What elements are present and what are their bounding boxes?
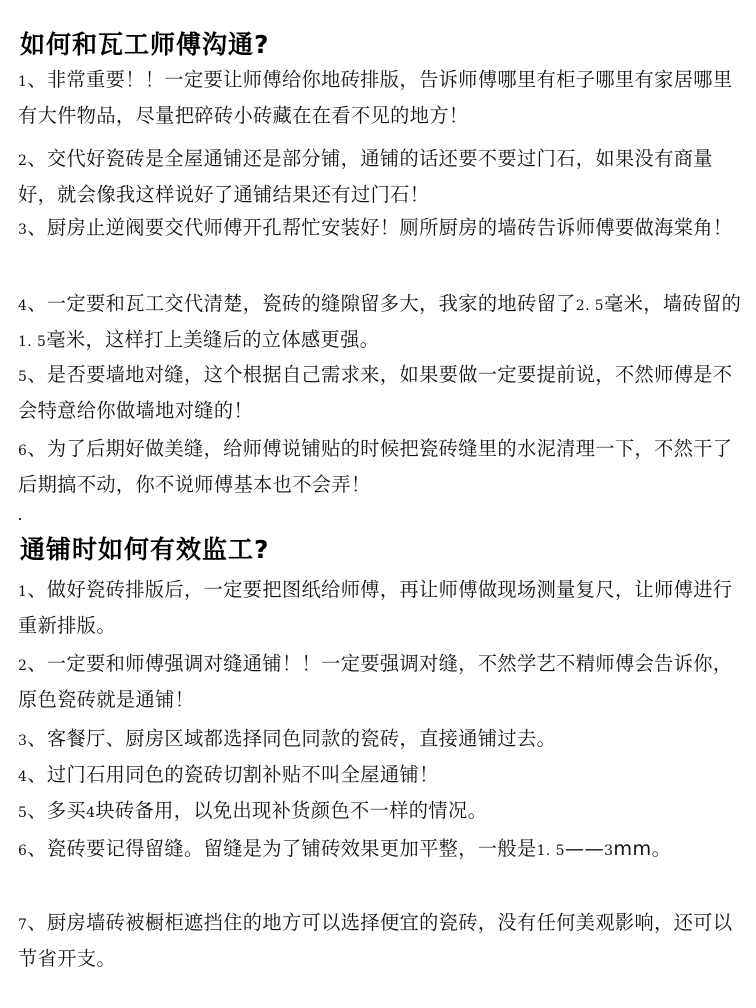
item-number: 7 <box>18 917 28 933</box>
section-title-communication: 如何和瓦工师傅沟通? <box>20 30 270 59</box>
list-item: 1、非常重要！！一定要让师傅给你地砖排版，告诉师傅哪里有柜子哪里有家居哪里有大件物品，尽量把碎砖小砖藏在在看不见的地方！ <box>18 68 733 127</box>
list-item: 6、瓷砖要记得留缝。留缝是为了铺砖效果更加平整，一般是1. 5——3mm。 <box>18 837 672 860</box>
item-number: 1 <box>18 74 28 90</box>
item-number: 3 <box>18 222 28 238</box>
item-text: 瓷砖要记得留缝。留缝是为了铺砖效果更加平整，一般是 <box>46 837 537 860</box>
item-text: 做好瓷砖排版后，一定要把图纸给师傅，再让师傅做现场测量复尺，让师傅进行重新排版。 <box>18 578 733 637</box>
item-text: 非常重要！！一定要让师傅给你地砖排版，告诉师傅哪里有柜子哪里有家居哪里有大件物品，尽量把碎砖小砖藏在在看不见的地方！ <box>18 68 733 127</box>
item-text: 为了后期好做美缝，给师傅说铺贴的时候把瓷砖缝里的水泥清理一下，不然干了后期搞不动，你不说师傅基本也不会弄！ <box>18 437 733 496</box>
item-text: 多买 <box>46 799 87 822</box>
item-text: 是否要墙地对缝，这个根据自己需求来，如果要做一定要提前说，不然师傅是不会特意给你做墙地对缝的！ <box>18 363 733 422</box>
item-number: 3 <box>18 733 28 749</box>
list-item: 4、一定要和瓦工交代清楚，瓷砖的缝隙留多大，我家的地砖留了2. 5毫米，墙砖留的1. 5毫米，这样打上美缝后的立体感更强。 <box>18 292 742 351</box>
list-item: 5、是否要墙地对缝，这个根据自己需求来，如果要做一定要提前说，不然师傅是不会特意给你做墙地对缝的！ <box>18 363 733 422</box>
item-number: 4 <box>18 769 28 785</box>
gap-value: 2. 5 <box>575 298 605 314</box>
list-item: 4、过门石用同色的瓷砖切割补贴不叫全屋通铺！ <box>18 763 439 786</box>
item-text: 厨房墙砖被橱柜遮挡住的地方可以选择便宜的瓷砖，没有任何美观影响，还可以节省开支。 <box>18 911 733 970</box>
list-item: 7、厨房墙砖被橱柜遮挡住的地方可以选择便宜的瓷砖，没有任何美观影响，还可以节省开支。 <box>18 911 733 970</box>
list-item: 6、为了后期好做美缝，给师傅说铺贴的时候把瓷砖缝里的水泥清理一下，不然干了后期搞不动，你不说师傅基本也不会弄！ <box>18 437 733 496</box>
item-text: 交代好瓷砖是全屋通铺还是部分铺，通铺的话还要不要过门石，如果没有商量好，就会像我这样说好了通铺结果还有过门石！ <box>18 147 713 206</box>
list-item: 2、一定要和师傅强调对缝通铺！！一定要强调对缝，不然学艺不精师傅会告诉你，原色瓷砖就是通铺！ <box>18 652 733 711</box>
item-text: 客餐厅、厨房区域都选择同色同款的瓷砖，直接通铺过去。 <box>46 727 557 750</box>
item-number: 6 <box>18 843 28 859</box>
gap-value: 1. 5 <box>18 334 47 350</box>
list-item: 3、客餐厅、厨房区域都选择同色同款的瓷砖，直接通铺过去。 <box>18 727 557 750</box>
list-item: 2、交代好瓷砖是全屋通铺还是部分铺，通铺的话还要不要过门石，如果没有商量好，就会像我这样说好了通铺结果还有过门石！ <box>18 147 713 206</box>
list-item: 1、做好瓷砖排版后，一定要把图纸给师傅，再让师傅做现场测量复尺，让师傅进行重新排版。 <box>18 578 733 637</box>
section-title-supervision: 通铺时如何有效监工? <box>20 535 270 564</box>
spare-count: 4 <box>86 805 96 821</box>
item-number: 5 <box>18 805 28 821</box>
list-item: 3、厨房止逆阀要交代师傅开孔帮忙安装好！厕所厨房的墙砖告诉师傅要做海棠角！ <box>18 216 733 239</box>
list-item: 5、多买4块砖备用，以免出现补货颜色不一样的情况。 <box>18 799 488 822</box>
item-text: 一定要和师傅强调对缝通铺！！一定要强调对缝，不然学艺不精师傅会告诉你，原色瓷砖就是通铺！ <box>18 652 733 711</box>
item-number: 6 <box>18 443 28 459</box>
item-text: 过门石用同色的瓷砖切割补贴不叫全屋通铺！ <box>46 763 439 786</box>
gap-value: 1. 5 <box>536 843 565 859</box>
item-number: 1 <box>18 584 28 600</box>
item-number: 5 <box>18 369 28 385</box>
item-text: 厨房止逆阀要交代师傅开孔帮忙安装好！厕所厨房的墙砖告诉师傅要做海棠角！ <box>46 216 733 239</box>
item-number: 2 <box>18 153 28 169</box>
gap-value: 3 <box>604 843 614 859</box>
item-number: 2 <box>18 658 28 674</box>
separator-dot <box>19 518 21 520</box>
item-text: 一定要和瓦工交代清楚，瓷砖的缝隙留多大，我家的地砖留了 <box>46 292 576 315</box>
item-number: 4 <box>18 298 28 314</box>
